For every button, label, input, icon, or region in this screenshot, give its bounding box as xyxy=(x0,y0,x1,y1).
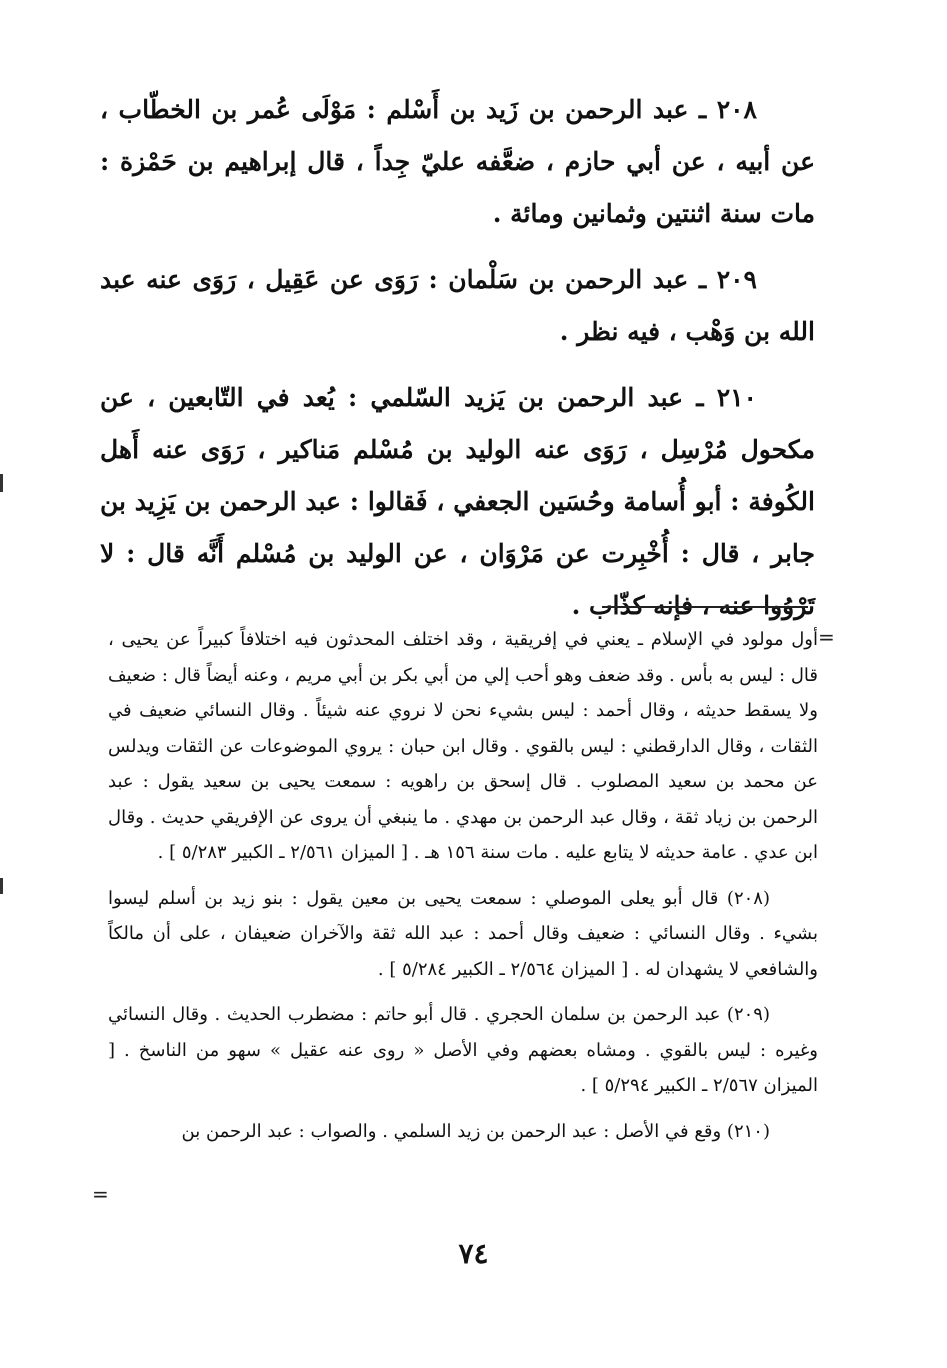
scan-edge-mark xyxy=(0,474,3,492)
footnote-208: (٢٠٨) قال أبو يعلى الموصلي : سمعت يحيى بن معين يقول : بنو زيد بن أسلم ليسوا بشيء . وقال النسائي : ضعيف وقال أحمد : عبد الله ثقة والآخران ضعيفان ، على أن مالكاً والشافعي لا يشهدان له . [ الميزان ٢/٥٦٤ ـ الكبير ٥/٢٨٤ ] . xyxy=(108,887,818,980)
page-number: ٧٤ xyxy=(458,1237,489,1270)
footnote-209: (٢٠٩) عبد الرحمن بن سلمان الحجري . قال أبو حاتم : مضطرب الحديث . وقال النسائي وغيره : ليس بالقوي . ومشاه بعضهم وفي الأصل « روى عنه عقيل » سهو من الناسخ . [ الميزان ٢/٥٦٧ ـ الكبير ٥/٢٩٤ ] . xyxy=(108,1004,818,1096)
entry-208: ٢٠٨ ـ عبد الرحمن بن زَيد بن أَسْلم : مَوْلَى عُمر بن الخطّاب ، عن أبيه ، عن أبي حازم ، ضعَّفه عليّ جِداً ، قال إبراهيم بن حَمْزة : مات سنة اثنتين وثمانين ومائة . xyxy=(100,95,815,228)
scan-edge-mark xyxy=(0,878,3,894)
entry-210: ٢١٠ ـ عبد الرحمن بن يَزيد السّلمي : يُعد في التّابعين ، عن مكحول مُرْسِل ، رَوَى عنه الوليد بن مُسْلم مَناكير ، رَوَى عنه أَهل الكُوفة : أبو أُسامة وحُسَين الجعفي ، فَقالوا : عبد الرحمن بن يَزِيد بن جابر ، قال : أُخْبِرت عن مَرْوَان ، عن الوليد بن مُسْلم أَنَّه قال : لا تَرْوُوا عنه ، فإنه كذّاب . xyxy=(100,383,815,620)
main-text xyxy=(100,84,815,646)
continuation-mark-top: = xyxy=(818,625,835,649)
footnote-separator xyxy=(602,606,808,608)
footnote-continued: أول مولود في الإسلام ـ يعني في إفريقية ، وقد اختلف المحدثون فيه اختلافاً كبيراً عن يحيى ، قال : ليس به بأس . وقد ضعف وهو أحب إلي من أبي بكر بن أبي مريم ، وعنه أيضاً قال : ضعيف ولا يسقط حديثه ، وقال أحمد : ليس بشيء نحن لا نروي عنه شيئاً . وقال النسائي ضعيف في الثقات ، وقال الدارقطني : ليس بالقوي . وقال ابن حبان : يروي الموضوعات عن الثقات ويدلس عن محمد بن سعيد المصلوب . قال إسحق بن راهويه : سمعت يحيى بن سعيد يقول : عبد الرحمن بن زياد ثقة ، وقال عبد الرحمن بن مهدي . ما ينبغي أن يروى عن الإفريقي حديث . وقال ابن عدي . عامة حديثه لا يتابع عليه . مات سنة ١٥٦ هـ . [ الميزان ٢/٥٦١ ـ الكبير ٥/٢٨٣ ] . xyxy=(108,629,818,863)
continuation-mark-bottom: = xyxy=(92,1182,109,1206)
entry-209: ٢٠٩ ـ عبد الرحمن بن سَلْمان : رَوَى عن عَقِيل ، رَوَى عنه عبد الله بن وَهْب ، فيه نظر . xyxy=(100,265,815,346)
footnotes xyxy=(108,622,818,1159)
footnote-210: (٢١٠) وقع في الأصل : عبد الرحمن بن زيد السلمي . والصواب : عبد الرحمن بن xyxy=(181,1120,770,1142)
